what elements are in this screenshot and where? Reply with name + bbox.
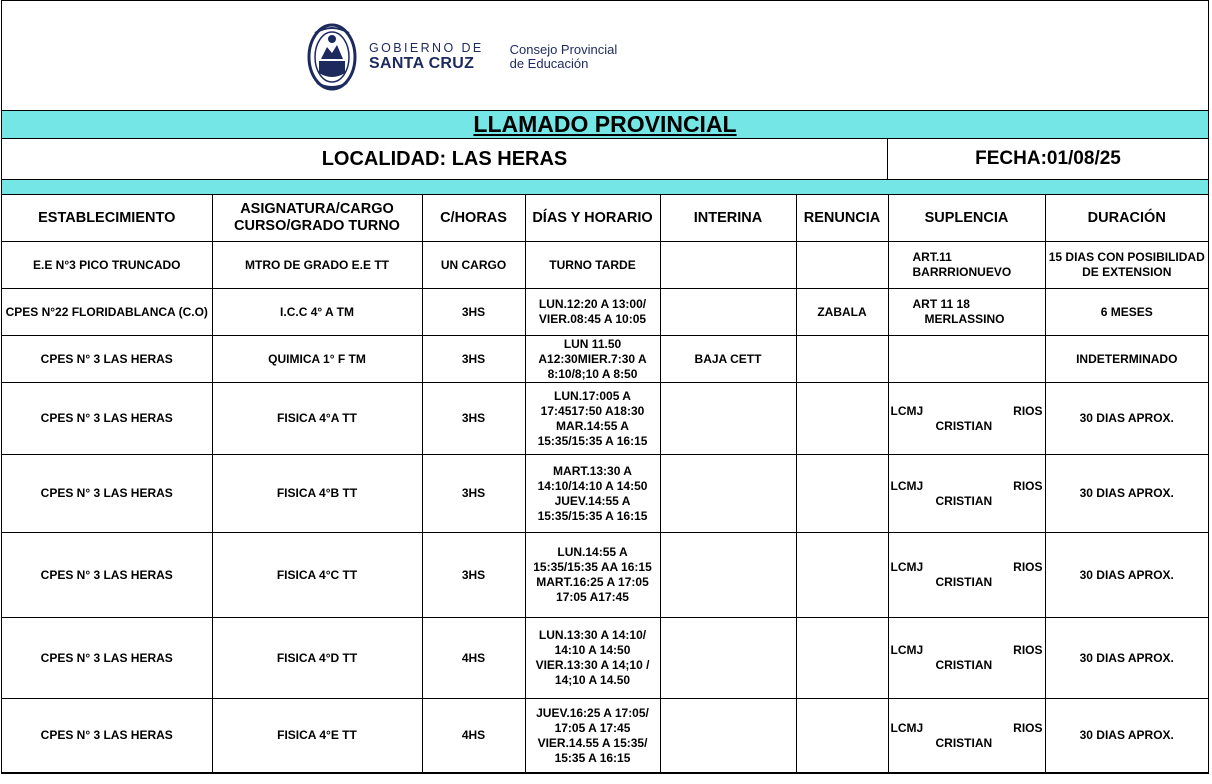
suplencia-line: CRISTIAN	[935, 735, 993, 750]
duracion-cell: 30 DIAS APROX.	[1045, 699, 1208, 773]
letterhead	[2, 1, 1208, 111]
horario-cell: LUN.13:30 A 14:10/ 14:10 A 14:50 VIER.13:30 A 14;10 / 14;10 A 14.50	[525, 618, 660, 699]
santa-cruz-label: SANTA CRUZ	[369, 55, 475, 72]
duracion-cell: INDETERMINADO	[1045, 336, 1208, 383]
suplencia-line: LCMJ	[890, 403, 924, 418]
interina-cell	[660, 533, 796, 618]
localidad-label: LOCALIDAD: LAS HERAS	[2, 139, 888, 179]
document-sheet	[1, 0, 1209, 774]
horas-cell: 3HS	[422, 533, 525, 618]
interina-cell	[660, 618, 796, 699]
horas-cell: UN CARGO	[422, 242, 525, 289]
establecimiento-cell: E.E N°3 PICO TRUNCADO	[2, 242, 212, 289]
table-header-row	[2, 195, 1208, 242]
horario-cell: TURNO TARDE	[525, 242, 660, 289]
horas-cell: 4HS	[422, 618, 525, 699]
duracion-cell: 30 DIAS APROX.	[1045, 455, 1208, 533]
horas-cell: 4HS	[422, 699, 525, 773]
suplencia-line: RIOS	[1013, 403, 1043, 418]
asignatura-cell: MTRO DE GRADO E.E TT	[212, 242, 422, 289]
suplencia-line: MERLASSINO	[924, 312, 1005, 326]
suplencia-cell	[888, 242, 1045, 289]
column-header: INTERINA	[660, 195, 796, 242]
interina-cell	[660, 455, 796, 533]
horario-cell: LUN.17:005 A 17:4517:50 A18:30 MAR.14:55 A 15:35/15:35 A 16:15	[525, 383, 660, 455]
column-header: DÍAS Y HORARIO	[525, 195, 660, 242]
suplencia-line: LCMJ	[890, 478, 924, 493]
duracion-cell: 30 DIAS APROX.	[1045, 618, 1208, 699]
suplencia-cell	[888, 383, 1045, 455]
santa-cruz-seal-icon	[307, 23, 357, 91]
suplencia-cell	[888, 289, 1045, 336]
horas-cell: 3HS	[422, 289, 525, 336]
gobierno-label: GOBIERNO DE	[369, 41, 484, 55]
suplencia-line: LCMJ	[890, 720, 924, 735]
horario-cell: LUN.14:55 A 15:35/15:35 AA 16:15 MART.16:25 A 17:05 17:05 A17:45	[525, 533, 660, 618]
renuncia-cell	[796, 455, 888, 533]
fecha-label: FECHA:01/08/25	[975, 148, 1121, 169]
column-header: C/HORAS	[422, 195, 525, 242]
establecimiento-cell: CPES N° 3 LAS HERAS	[2, 618, 212, 699]
establecimiento-cell: CPES N°22 FLORIDABLANCA (C.O)	[2, 289, 212, 336]
interina-cell: BAJA CETT	[660, 336, 796, 383]
table-row	[2, 336, 1208, 383]
interina-cell	[660, 699, 796, 773]
horas-cell: 3HS	[422, 336, 525, 383]
renuncia-cell	[796, 533, 888, 618]
suplencia-line: LCMJ	[890, 643, 924, 657]
separator-bar	[2, 180, 1208, 195]
suplencia-line: RIOS	[1013, 478, 1043, 493]
suplencia-line: CRISTIAN	[935, 418, 993, 433]
location-row	[2, 139, 1208, 180]
horario-cell: MART.13:30 A 14:10/14:10 A 14:50 JUEV.14:55 A 15:35/15:35 A 16:15	[525, 455, 660, 533]
table-row	[2, 618, 1208, 699]
suplencia-line: CRISTIAN	[935, 575, 993, 589]
duracion-cell: 30 DIAS APROX.	[1045, 533, 1208, 618]
interina-cell	[660, 289, 796, 336]
consejo-line-2: de Educación	[509, 56, 589, 71]
table-row	[2, 699, 1208, 773]
table-row	[2, 242, 1208, 289]
table-row	[2, 533, 1208, 618]
horas-cell: 3HS	[422, 455, 525, 533]
interina-cell	[660, 383, 796, 455]
vacancies-table	[2, 195, 1208, 773]
suplencia-cell	[888, 699, 1045, 773]
renuncia-cell	[796, 699, 888, 773]
horario-cell: JUEV.16:25 A 17:05/ 17:05 A 17:45 VIER.14.55 A 15:35/ 15:35 A 16:15	[525, 699, 660, 773]
table-row	[2, 289, 1208, 336]
suplencia-line: ART.11	[912, 250, 952, 264]
establecimiento-cell: CPES N° 3 LAS HERAS	[2, 383, 212, 455]
establecimiento-cell: CPES N° 3 LAS HERAS	[2, 699, 212, 773]
table-row	[2, 455, 1208, 533]
establecimiento-cell: CPES N° 3 LAS HERAS	[2, 533, 212, 618]
suplencia-line: RIOS	[1013, 560, 1043, 574]
column-header: ASIGNATURA/CARGO CURSO/GRADO TURNO	[212, 195, 422, 242]
suplencia-cell	[888, 533, 1045, 618]
asignatura-cell: QUIMICA 1° F TM	[212, 336, 422, 383]
suplencia-line: LCMJ	[890, 560, 924, 574]
duracion-cell: 15 DIAS CON POSIBILIDAD DE EXTENSION	[1045, 242, 1208, 289]
column-header: RENUNCIA	[796, 195, 888, 242]
asignatura-cell: FISICA 4°E TT	[212, 699, 422, 773]
suplencia-line: BARRRIONUEVO	[912, 265, 1012, 279]
asignatura-cell: FISICA 4°A TT	[212, 383, 422, 455]
suplencia-line: ART 11 18	[912, 297, 970, 311]
title-bar	[2, 111, 1208, 139]
interina-cell	[660, 242, 796, 289]
duracion-cell: 6 MESES	[1045, 289, 1208, 336]
asignatura-cell: FISICA 4°C TT	[212, 533, 422, 618]
suplencia-line: RIOS	[1013, 720, 1043, 735]
horario-cell: LUN.12:20 A 13:00/ VIER.08:45 A 10:05	[525, 289, 660, 336]
duracion-cell: 30 DIAS APROX.	[1045, 383, 1208, 455]
renuncia-cell: ZABALA	[796, 289, 888, 336]
suplencia-line: CRISTIAN	[935, 493, 993, 508]
renuncia-cell	[796, 242, 888, 289]
table-row	[2, 383, 1208, 455]
horario-cell: LUN 11.50 A12:30MIER.7:30 A 8:10/8;10 A 8:50	[525, 336, 660, 383]
column-header: SUPLENCIA	[888, 195, 1045, 242]
renuncia-cell	[796, 383, 888, 455]
suplencia-line: CRISTIAN	[935, 658, 993, 672]
government-logo	[307, 23, 617, 91]
asignatura-cell: I.C.C 4° A TM	[212, 289, 422, 336]
column-header: DURACIÓN	[1045, 195, 1208, 242]
establecimiento-cell: CPES N° 3 LAS HERAS	[2, 336, 212, 383]
renuncia-cell	[796, 618, 888, 699]
suplencia-cell	[888, 455, 1045, 533]
consejo-line-1: Consejo Provincial	[509, 42, 618, 57]
asignatura-cell: FISICA 4°B TT	[212, 455, 422, 533]
renuncia-cell	[796, 336, 888, 383]
suplencia-line: RIOS	[1013, 643, 1043, 657]
suplencia-cell	[888, 336, 1045, 383]
column-header: ESTABLECIMIENTO	[2, 195, 212, 242]
suplencia-cell	[888, 618, 1045, 699]
horas-cell: 3HS	[422, 383, 525, 455]
establecimiento-cell: CPES N° 3 LAS HERAS	[2, 455, 212, 533]
asignatura-cell: FISICA 4°D TT	[212, 618, 422, 699]
page-title: LLAMADO PROVINCIAL	[473, 111, 737, 137]
